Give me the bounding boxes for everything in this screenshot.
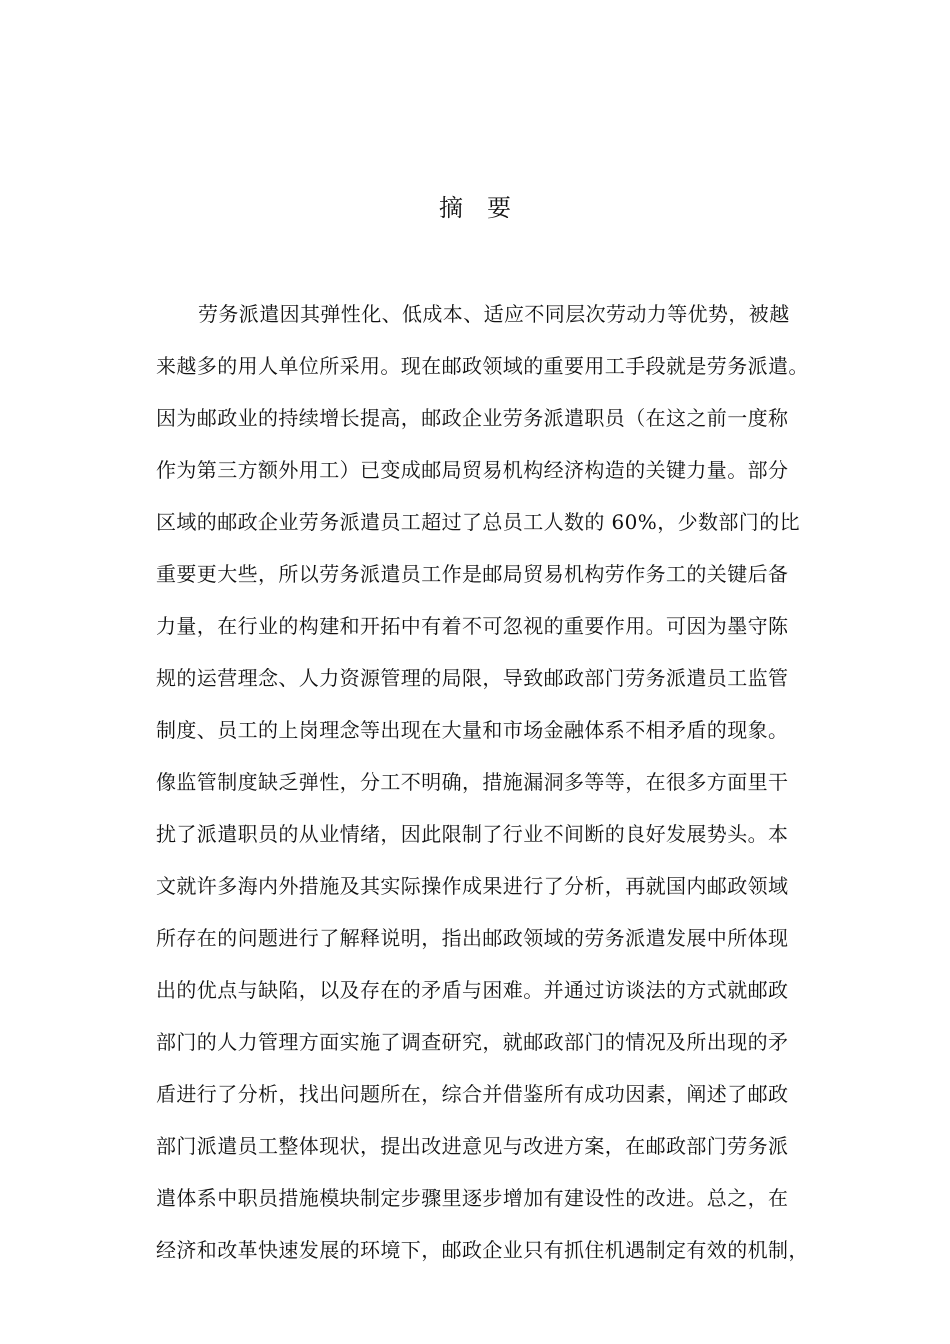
abstract-title: 摘要	[439, 194, 535, 222]
abstract-line: 遣体系中职员措施模块制定步骤里逐步增加有建设性的改进。总之，在	[156, 1186, 789, 1210]
abstract-line: 文就许多海内外措施及其实际操作成果进行了分析，再就国内邮政领域	[156, 874, 789, 898]
abstract-line: 部门的人力管理方面实施了调查研究，就邮政部门的情况及所出现的矛	[156, 1030, 789, 1054]
abstract-line: 因为邮政业的持续增长提高，邮政企业劳务派遣职员（在这之前一度称	[156, 406, 789, 430]
abstract-line: 劳务派遣因其弹性化、低成本、适应不同层次劳动力等优势，被越	[198, 302, 790, 326]
abstract-line: 作为第三方额外用工）已变成邮局贸易机构经济构造的关键力量。部分	[156, 458, 789, 482]
abstract-line: 重要更大些，所以劳务派遣员工作是邮局贸易机构劳作务工的关键后备	[156, 562, 789, 586]
abstract-line: 扰了派遣职员的从业情绪，因此限制了行业不间断的良好发展势头。本	[156, 822, 789, 846]
abstract-line: 像监管制度缺乏弹性，分工不明确，措施漏洞多等等，在很多方面里干	[156, 770, 789, 794]
abstract-line: 盾进行了分析，找出问题所在，综合并借鉴所有成功因素，阐述了邮政	[156, 1082, 789, 1106]
abstract-line: 出的优点与缺陷，以及存在的矛盾与困难。并通过访谈法的方式就邮政	[156, 978, 789, 1002]
abstract-line: 区域的邮政企业劳务派遣员工超过了总员工人数的 60%，少数部门的比	[156, 510, 801, 534]
abstract-line: 部门派遣员工整体现状，提出改进意见与改进方案，在邮政部门劳务派	[156, 1134, 789, 1158]
abstract-line: 力量，在行业的构建和开拓中有着不可忽视的重要作用。可因为墨守陈	[156, 614, 789, 638]
abstract-line: 规的运营理念、人力资源管理的局限，导致邮政部门劳务派遣员工监管	[156, 666, 789, 690]
abstract-line: 经济和改革快速发展的环境下，邮政企业只有抓住机遇制定有效的机制，	[156, 1238, 809, 1262]
abstract-line: 来越多的用人单位所采用。现在邮政领域的重要用工手段就是劳务派遣。	[156, 354, 809, 378]
abstract-line: 所存在的问题进行了解释说明，指出邮政领域的劳务派遣发展中所体现	[156, 926, 789, 950]
abstract-line: 制度、员工的上岗理念等出现在大量和市场金融体系不相矛盾的现象。	[156, 718, 789, 742]
